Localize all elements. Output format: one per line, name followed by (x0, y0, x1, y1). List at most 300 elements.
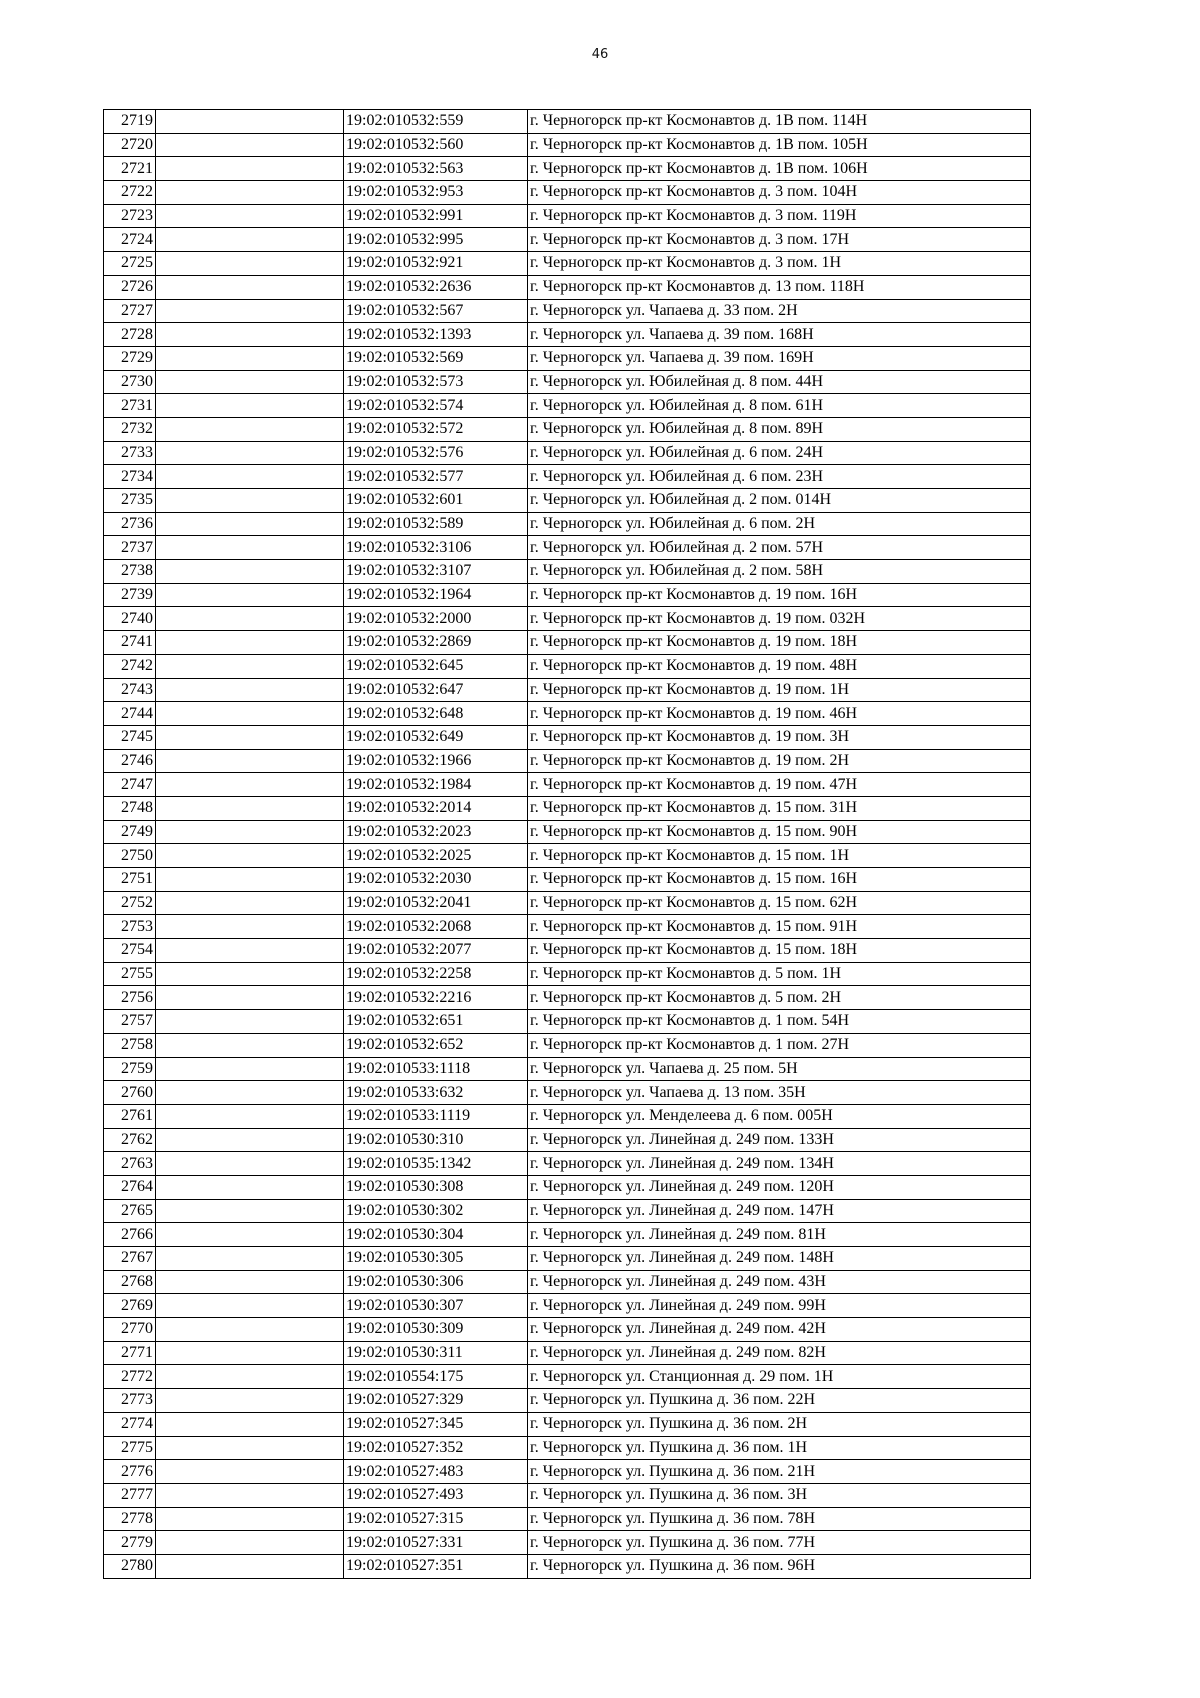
address-cell: г. Черногорск пр-кт Космонавтов д. 19 пом. 2Н (528, 749, 1031, 773)
row-number-cell: 2736 (104, 512, 156, 536)
row-number-cell: 2772 (104, 1365, 156, 1389)
cadastral-number-cell: 19:02:010532:2636 (344, 275, 528, 299)
table-row (104, 820, 1031, 844)
address-cell: г. Черногорск пр-кт Космонавтов д. 19 пом. 48Н (528, 654, 1031, 678)
empty-cell (156, 796, 344, 820)
empty-cell (156, 1341, 344, 1365)
row-number-cell: 2755 (104, 962, 156, 986)
empty-cell (156, 560, 344, 584)
row-number-cell: 2721 (104, 157, 156, 181)
cadastral-number-cell: 19:02:010532:2000 (344, 607, 528, 631)
empty-cell (156, 1436, 344, 1460)
cadastral-number-cell: 19:02:010532:652 (344, 1033, 528, 1057)
row-number-cell: 2729 (104, 346, 156, 370)
cadastral-number-cell: 19:02:010532:563 (344, 157, 528, 181)
table-row (104, 299, 1031, 323)
cadastral-number-cell: 19:02:010532:1964 (344, 583, 528, 607)
address-cell: г. Черногорск ул. Линейная д. 249 пом. 120Н (528, 1175, 1031, 1199)
row-number-cell: 2764 (104, 1175, 156, 1199)
empty-cell (156, 678, 344, 702)
cadastral-number-cell: 19:02:010527:315 (344, 1507, 528, 1531)
cadastral-number-cell: 19:02:010527:352 (344, 1436, 528, 1460)
table-row (104, 796, 1031, 820)
cadastral-number-cell: 19:02:010554:175 (344, 1365, 528, 1389)
row-number-cell: 2761 (104, 1104, 156, 1128)
table-row (104, 773, 1031, 797)
row-number-cell: 2731 (104, 394, 156, 418)
address-cell: г. Черногорск ул. Линейная д. 249 пом. 81Н (528, 1223, 1031, 1247)
row-number-cell: 2773 (104, 1389, 156, 1413)
cadastral-number-cell: 19:02:010532:2025 (344, 844, 528, 868)
cadastral-number-cell: 19:02:010530:302 (344, 1199, 528, 1223)
table-row (104, 1270, 1031, 1294)
empty-cell (156, 1247, 344, 1271)
table-row (104, 204, 1031, 228)
cadastral-number-cell: 19:02:010532:2014 (344, 796, 528, 820)
address-cell: г. Черногорск ул. Пушкина д. 36 пом. 21Н (528, 1460, 1031, 1484)
address-cell: г. Черногорск пр-кт Космонавтов д. 5 пом. 2Н (528, 986, 1031, 1010)
cadastral-number-cell: 19:02:010533:632 (344, 1081, 528, 1105)
cadastral-number-cell: 19:02:010530:309 (344, 1318, 528, 1342)
table-row (104, 1152, 1031, 1176)
row-number-cell: 2727 (104, 299, 156, 323)
empty-cell (156, 157, 344, 181)
cadastral-number-cell: 19:02:010532:1984 (344, 773, 528, 797)
table-row (104, 417, 1031, 441)
table-row (104, 370, 1031, 394)
empty-cell (156, 1175, 344, 1199)
table-row (104, 1483, 1031, 1507)
row-number-cell: 2734 (104, 465, 156, 489)
table-row (104, 1341, 1031, 1365)
row-number-cell: 2759 (104, 1057, 156, 1081)
empty-cell (156, 1128, 344, 1152)
row-number-cell: 2737 (104, 536, 156, 560)
row-number-cell: 2747 (104, 773, 156, 797)
row-number-cell: 2780 (104, 1554, 156, 1578)
empty-cell (156, 228, 344, 252)
empty-cell (156, 299, 344, 323)
address-cell: г. Черногорск пр-кт Космонавтов д. 3 пом. 17Н (528, 228, 1031, 252)
address-cell: г. Черногорск ул. Линейная д. 249 пом. 82Н (528, 1341, 1031, 1365)
cadastral-number-cell: 19:02:010532:1393 (344, 323, 528, 347)
empty-cell (156, 915, 344, 939)
empty-cell (156, 773, 344, 797)
row-number-cell: 2743 (104, 678, 156, 702)
address-cell: г. Черногорск пр-кт Космонавтов д. 1В пом. 114Н (528, 110, 1031, 134)
row-number-cell: 2775 (104, 1436, 156, 1460)
table-row (104, 1436, 1031, 1460)
address-cell: г. Черногорск ул. Линейная д. 249 пом. 134Н (528, 1152, 1031, 1176)
cadastral-number-cell: 19:02:010532:2041 (344, 891, 528, 915)
table-row (104, 702, 1031, 726)
table-row (104, 1389, 1031, 1413)
address-cell: г. Черногорск пр-кт Космонавтов д. 13 пом. 118Н (528, 275, 1031, 299)
table-row (104, 465, 1031, 489)
table-row (104, 1507, 1031, 1531)
row-number-cell: 2770 (104, 1318, 156, 1342)
cadastral-number-cell: 19:02:010535:1342 (344, 1152, 528, 1176)
row-number-cell: 2741 (104, 631, 156, 655)
cadastral-number-cell: 19:02:010532:560 (344, 133, 528, 157)
empty-cell (156, 489, 344, 513)
table-row (104, 915, 1031, 939)
row-number-cell: 2722 (104, 181, 156, 205)
cadastral-number-cell: 19:02:010532:559 (344, 110, 528, 134)
row-number-cell: 2757 (104, 1010, 156, 1034)
address-cell: г. Черногорск ул. Линейная д. 249 пом. 147Н (528, 1199, 1031, 1223)
empty-cell (156, 1412, 344, 1436)
row-number-cell: 2745 (104, 725, 156, 749)
address-cell: г. Черногорск ул. Пушкина д. 36 пом. 96Н (528, 1554, 1031, 1578)
cadastral-number-cell: 19:02:010532:577 (344, 465, 528, 489)
table-row (104, 1365, 1031, 1389)
row-number-cell: 2762 (104, 1128, 156, 1152)
empty-cell (156, 820, 344, 844)
row-number-cell: 2723 (104, 204, 156, 228)
cadastral-number-cell: 19:02:010530:310 (344, 1128, 528, 1152)
table-row (104, 939, 1031, 963)
empty-cell (156, 1104, 344, 1128)
cadastral-number-cell: 19:02:010533:1118 (344, 1057, 528, 1081)
table-row (104, 536, 1031, 560)
empty-cell (156, 536, 344, 560)
row-number-cell: 2779 (104, 1531, 156, 1555)
row-number-cell: 2730 (104, 370, 156, 394)
cadastral-number-cell: 19:02:010532:3106 (344, 536, 528, 560)
row-number-cell: 2720 (104, 133, 156, 157)
cadastral-number-cell: 19:02:010530:305 (344, 1247, 528, 1271)
empty-cell (156, 654, 344, 678)
table-row (104, 749, 1031, 773)
address-cell: г. Черногорск пр-кт Космонавтов д. 19 пом. 16Н (528, 583, 1031, 607)
cadastral-number-cell: 19:02:010532:921 (344, 252, 528, 276)
address-cell: г. Черногорск ул. Линейная д. 249 пом. 42Н (528, 1318, 1031, 1342)
address-cell: г. Черногорск ул. Чапаева д. 33 пом. 2Н (528, 299, 1031, 323)
empty-cell (156, 868, 344, 892)
address-cell: г. Черногорск ул. Линейная д. 249 пом. 99Н (528, 1294, 1031, 1318)
row-number-cell: 2758 (104, 1033, 156, 1057)
empty-cell (156, 323, 344, 347)
table-row (104, 1412, 1031, 1436)
table-row (104, 1057, 1031, 1081)
row-number-cell: 2742 (104, 654, 156, 678)
cadastral-number-cell: 19:02:010532:589 (344, 512, 528, 536)
cadastral-number-cell: 19:02:010532:601 (344, 489, 528, 513)
empty-cell (156, 1483, 344, 1507)
empty-cell (156, 417, 344, 441)
table-row (104, 512, 1031, 536)
cadastral-number-cell: 19:02:010532:569 (344, 346, 528, 370)
cadastral-number-cell: 19:02:010533:1119 (344, 1104, 528, 1128)
empty-cell (156, 631, 344, 655)
row-number-cell: 2766 (104, 1223, 156, 1247)
table-row (104, 725, 1031, 749)
cadastral-number-cell: 19:02:010530:304 (344, 1223, 528, 1247)
empty-cell (156, 181, 344, 205)
row-number-cell: 2749 (104, 820, 156, 844)
address-cell: г. Черногорск пр-кт Космонавтов д. 5 пом. 1Н (528, 962, 1031, 986)
empty-cell (156, 1294, 344, 1318)
address-cell: г. Черногорск ул. Юбилейная д. 6 пом. 24Н (528, 441, 1031, 465)
table-row (104, 1199, 1031, 1223)
address-cell: г. Черногорск пр-кт Космонавтов д. 19 пом. 1Н (528, 678, 1031, 702)
cadastral-number-cell: 19:02:010532:1966 (344, 749, 528, 773)
empty-cell (156, 512, 344, 536)
table-row (104, 1223, 1031, 1247)
row-number-cell: 2744 (104, 702, 156, 726)
address-cell: г. Черногорск ул. Пушкина д. 36 пом. 2Н (528, 1412, 1031, 1436)
empty-cell (156, 1507, 344, 1531)
row-number-cell: 2767 (104, 1247, 156, 1271)
empty-cell (156, 1199, 344, 1223)
cadastral-number-cell: 19:02:010530:306 (344, 1270, 528, 1294)
empty-cell (156, 1460, 344, 1484)
empty-cell (156, 891, 344, 915)
address-cell: г. Черногорск пр-кт Космонавтов д. 15 пом. 1Н (528, 844, 1031, 868)
address-cell: г. Черногорск ул. Юбилейная д. 8 пом. 61Н (528, 394, 1031, 418)
table-row (104, 157, 1031, 181)
row-number-cell: 2726 (104, 275, 156, 299)
address-cell: г. Черногорск ул. Пушкина д. 36 пом. 22Н (528, 1389, 1031, 1413)
address-cell: г. Черногорск ул. Юбилейная д. 2 пом. 58Н (528, 560, 1031, 584)
table-row (104, 1294, 1031, 1318)
cadastral-number-cell: 19:02:010532:572 (344, 417, 528, 441)
table-row (104, 275, 1031, 299)
row-number-cell: 2732 (104, 417, 156, 441)
row-number-cell: 2746 (104, 749, 156, 773)
table-row (104, 133, 1031, 157)
cadastral-number-cell: 19:02:010530:311 (344, 1341, 528, 1365)
cadastral-number-cell: 19:02:010532:953 (344, 181, 528, 205)
cadastral-number-cell: 19:02:010532:2068 (344, 915, 528, 939)
cadastral-number-cell: 19:02:010532:648 (344, 702, 528, 726)
row-number-cell: 2769 (104, 1294, 156, 1318)
address-cell: г. Черногорск ул. Станционная д. 29 пом. 1Н (528, 1365, 1031, 1389)
address-cell: г. Черногорск пр-кт Космонавтов д. 3 пом. 1Н (528, 252, 1031, 276)
cadastral-number-cell: 19:02:010527:493 (344, 1483, 528, 1507)
table-row (104, 560, 1031, 584)
table-row (104, 583, 1031, 607)
row-number-cell: 2752 (104, 891, 156, 915)
cadastral-number-cell: 19:02:010532:645 (344, 654, 528, 678)
address-cell: г. Черногорск пр-кт Космонавтов д. 15 пом. 90Н (528, 820, 1031, 844)
empty-cell (156, 465, 344, 489)
table-row (104, 346, 1031, 370)
cadastral-number-cell: 19:02:010532:995 (344, 228, 528, 252)
empty-cell (156, 441, 344, 465)
address-cell: г. Черногорск ул. Чапаева д. 13 пом. 35Н (528, 1081, 1031, 1105)
table-row (104, 252, 1031, 276)
empty-cell (156, 275, 344, 299)
address-cell: г. Черногорск пр-кт Космонавтов д. 1 пом. 54Н (528, 1010, 1031, 1034)
row-number-cell: 2740 (104, 607, 156, 631)
address-cell: г. Черногорск пр-кт Космонавтов д. 15 пом. 16Н (528, 868, 1031, 892)
address-cell: г. Черногорск ул. Линейная д. 249 пом. 148Н (528, 1247, 1031, 1271)
address-cell: г. Черногорск ул. Чапаева д. 25 пом. 5Н (528, 1057, 1031, 1081)
address-cell: г. Черногорск ул. Юбилейная д. 2 пом. 014Н (528, 489, 1031, 513)
row-number-cell: 2765 (104, 1199, 156, 1223)
table-row (104, 441, 1031, 465)
empty-cell (156, 1223, 344, 1247)
address-cell: г. Черногорск пр-кт Космонавтов д. 15 пом. 91Н (528, 915, 1031, 939)
empty-cell (156, 1081, 344, 1105)
row-number-cell: 2739 (104, 583, 156, 607)
row-number-cell: 2774 (104, 1412, 156, 1436)
empty-cell (156, 749, 344, 773)
address-cell: г. Черногорск ул. Юбилейная д. 6 пом. 2Н (528, 512, 1031, 536)
table-row (104, 1128, 1031, 1152)
table-body (104, 110, 1031, 1579)
address-cell: г. Черногорск пр-кт Космонавтов д. 19 пом. 18Н (528, 631, 1031, 655)
address-cell: г. Черногорск пр-кт Космонавтов д. 19 пом. 46Н (528, 702, 1031, 726)
cadastral-number-cell: 19:02:010532:2030 (344, 868, 528, 892)
table-row (104, 607, 1031, 631)
empty-cell (156, 1365, 344, 1389)
address-cell: г. Черногорск пр-кт Космонавтов д. 3 пом. 119Н (528, 204, 1031, 228)
row-number-cell: 2768 (104, 1270, 156, 1294)
empty-cell (156, 702, 344, 726)
row-number-cell: 2776 (104, 1460, 156, 1484)
address-cell: г. Черногорск пр-кт Космонавтов д. 19 пом. 3Н (528, 725, 1031, 749)
row-number-cell: 2753 (104, 915, 156, 939)
table-row (104, 962, 1031, 986)
empty-cell (156, 110, 344, 134)
table-row (104, 1318, 1031, 1342)
address-cell: г. Черногорск пр-кт Космонавтов д. 19 пом. 47Н (528, 773, 1031, 797)
row-number-cell: 2778 (104, 1507, 156, 1531)
cadastral-number-cell: 19:02:010532:567 (344, 299, 528, 323)
address-cell: г. Черногорск пр-кт Космонавтов д. 1В пом. 106Н (528, 157, 1031, 181)
empty-cell (156, 1010, 344, 1034)
empty-cell (156, 725, 344, 749)
empty-cell (156, 583, 344, 607)
table-row (104, 489, 1031, 513)
table-row (104, 1104, 1031, 1128)
row-number-cell: 2735 (104, 489, 156, 513)
address-cell: г. Черногорск ул. Линейная д. 249 пом. 43Н (528, 1270, 1031, 1294)
cadastral-number-cell: 19:02:010527:345 (344, 1412, 528, 1436)
empty-cell (156, 346, 344, 370)
cadastral-number-cell: 19:02:010530:307 (344, 1294, 528, 1318)
row-number-cell: 2756 (104, 986, 156, 1010)
table-row (104, 228, 1031, 252)
table-row (104, 1531, 1031, 1555)
empty-cell (156, 962, 344, 986)
cadastral-number-cell: 19:02:010527:331 (344, 1531, 528, 1555)
address-cell: г. Черногорск ул. Пушкина д. 36 пом. 3Н (528, 1483, 1031, 1507)
property-registry-table (103, 109, 1031, 1579)
cadastral-number-cell: 19:02:010532:2023 (344, 820, 528, 844)
cadastral-number-cell: 19:02:010532:649 (344, 725, 528, 749)
table-row (104, 1175, 1031, 1199)
cadastral-number-cell: 19:02:010532:2258 (344, 962, 528, 986)
table-row (104, 678, 1031, 702)
cadastral-number-cell: 19:02:010532:647 (344, 678, 528, 702)
cadastral-number-cell: 19:02:010527:351 (344, 1554, 528, 1578)
cadastral-number-cell: 19:02:010532:573 (344, 370, 528, 394)
table-row (104, 1010, 1031, 1034)
address-cell: г. Черногорск ул. Чапаева д. 39 пом. 168Н (528, 323, 1031, 347)
row-number-cell: 2751 (104, 868, 156, 892)
address-cell: г. Черногорск ул. Пушкина д. 36 пом. 1Н (528, 1436, 1031, 1460)
empty-cell (156, 252, 344, 276)
table-row (104, 323, 1031, 347)
empty-cell (156, 844, 344, 868)
address-cell: г. Черногорск ул. Юбилейная д. 8 пом. 89Н (528, 417, 1031, 441)
table-row (104, 181, 1031, 205)
table-row (104, 1081, 1031, 1105)
row-number-cell: 2748 (104, 796, 156, 820)
row-number-cell: 2733 (104, 441, 156, 465)
empty-cell (156, 1270, 344, 1294)
table-row (104, 844, 1031, 868)
table-row (104, 654, 1031, 678)
row-number-cell: 2750 (104, 844, 156, 868)
row-number-cell: 2738 (104, 560, 156, 584)
cadastral-number-cell: 19:02:010532:651 (344, 1010, 528, 1034)
row-number-cell: 2724 (104, 228, 156, 252)
row-number-cell: 2719 (104, 110, 156, 134)
empty-cell (156, 204, 344, 228)
address-cell: г. Черногорск пр-кт Космонавтов д. 3 пом. 104Н (528, 181, 1031, 205)
address-cell: г. Черногорск пр-кт Космонавтов д. 15 пом. 62Н (528, 891, 1031, 915)
cadastral-number-cell: 19:02:010527:329 (344, 1389, 528, 1413)
page-number: 46 (591, 47, 609, 62)
cadastral-number-cell: 19:02:010532:2869 (344, 631, 528, 655)
row-number-cell: 2760 (104, 1081, 156, 1105)
cadastral-number-cell: 19:02:010532:991 (344, 204, 528, 228)
address-cell: г. Черногорск ул. Пушкина д. 36 пом. 78Н (528, 1507, 1031, 1531)
empty-cell (156, 1531, 344, 1555)
row-number-cell: 2771 (104, 1341, 156, 1365)
empty-cell (156, 1389, 344, 1413)
address-cell: г. Черногорск пр-кт Космонавтов д. 15 пом. 31Н (528, 796, 1031, 820)
empty-cell (156, 133, 344, 157)
empty-cell (156, 939, 344, 963)
row-number-cell: 2763 (104, 1152, 156, 1176)
empty-cell (156, 607, 344, 631)
empty-cell (156, 1554, 344, 1578)
table-row (104, 394, 1031, 418)
table-row (104, 1033, 1031, 1057)
address-cell: г. Черногорск пр-кт Космонавтов д. 19 пом. 032Н (528, 607, 1031, 631)
address-cell: г. Черногорск пр-кт Космонавтов д. 15 пом. 18Н (528, 939, 1031, 963)
table-row (104, 891, 1031, 915)
row-number-cell: 2728 (104, 323, 156, 347)
address-cell: г. Черногорск ул. Юбилейная д. 2 пом. 57Н (528, 536, 1031, 560)
row-number-cell: 2725 (104, 252, 156, 276)
cadastral-number-cell: 19:02:010527:483 (344, 1460, 528, 1484)
empty-cell (156, 1152, 344, 1176)
address-cell: г. Черногорск пр-кт Космонавтов д. 1В пом. 105Н (528, 133, 1031, 157)
empty-cell (156, 986, 344, 1010)
cadastral-number-cell: 19:02:010532:576 (344, 441, 528, 465)
address-cell: г. Черногорск ул. Юбилейная д. 8 пом. 44Н (528, 370, 1031, 394)
empty-cell (156, 1057, 344, 1081)
empty-cell (156, 1318, 344, 1342)
address-cell: г. Черногорск ул. Линейная д. 249 пом. 133Н (528, 1128, 1031, 1152)
cadastral-number-cell: 19:02:010532:574 (344, 394, 528, 418)
address-cell: г. Черногорск ул. Пушкина д. 36 пом. 77Н (528, 1531, 1031, 1555)
table-row (104, 1460, 1031, 1484)
cadastral-number-cell: 19:02:010532:3107 (344, 560, 528, 584)
table-row (104, 1554, 1031, 1578)
empty-cell (156, 1033, 344, 1057)
row-number-cell: 2777 (104, 1483, 156, 1507)
empty-cell (156, 394, 344, 418)
address-cell: г. Черногорск ул. Чапаева д. 39 пом. 169Н (528, 346, 1031, 370)
